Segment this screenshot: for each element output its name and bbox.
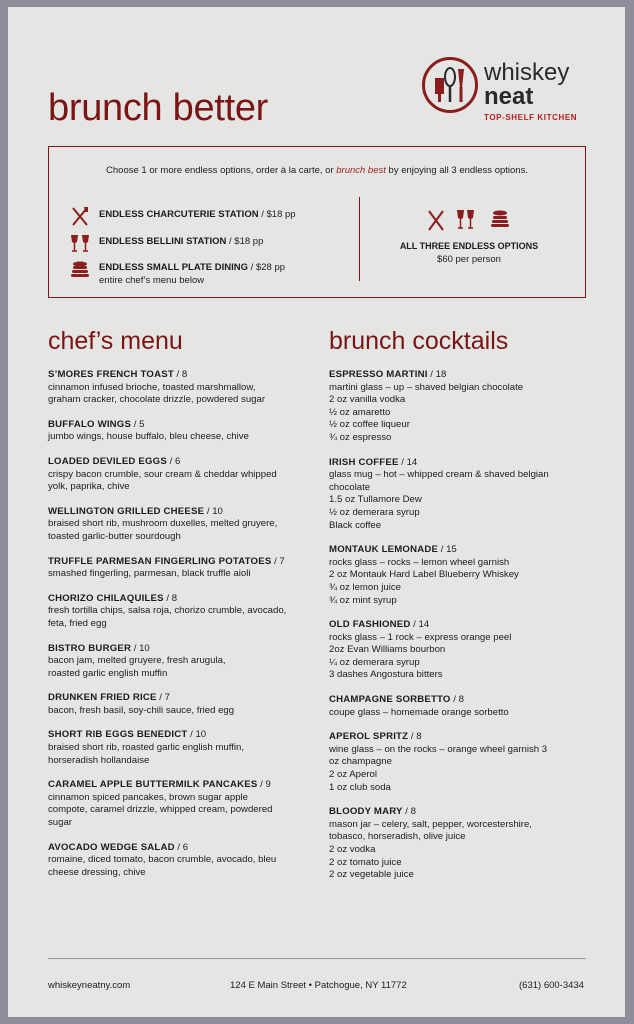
item-description: ½ oz coffee liqueur bbox=[329, 419, 410, 431]
menu-item: AVOCADO WEDGE SALAD / 6 romaine, diced tomato, bacon crumble, avocado, bleu cheese dressing, chive bbox=[48, 842, 313, 880]
logo-emblem bbox=[422, 57, 478, 113]
item-description: smashed fingerling, parmesan, black truffle aioli bbox=[48, 568, 251, 580]
item-description: braised short rib, mushroom duxelles, melted gruyere, bbox=[48, 518, 278, 530]
item-price: 6 bbox=[174, 455, 181, 467]
menu-item: LOADED DEVILED EGGS / 6 crispy bacon crumble, sour cream & cheddar whipped yolk, paprika, chive bbox=[48, 456, 313, 494]
item-price: 18 bbox=[435, 369, 447, 380]
item-name: WELLINGTON GRILLED CHEESE bbox=[48, 505, 205, 517]
endless-option-bellini: ENDLESS BELLINI STATION / $18 pp bbox=[99, 235, 263, 248]
endless-option-small-plates: ENDLESS SMALL PLATE DINING / $28 pp entire chef’s menu below bbox=[99, 261, 285, 287]
item-price: 8 bbox=[171, 592, 178, 604]
all-three-price: $60 per person bbox=[437, 254, 501, 265]
item-name: CARAMEL APPLE BUTTERMILK PANCAKES bbox=[48, 779, 258, 791]
item-description: 2 oz vodka bbox=[329, 844, 376, 855]
pancakes-icon bbox=[491, 211, 509, 228]
item-name: BLOODY MARY bbox=[329, 806, 403, 818]
option-name: ENDLESS BELLINI STATION bbox=[99, 236, 227, 247]
chefs-menu-list bbox=[48, 369, 313, 891]
intro-prefix: Choose 1 or more endless options, order à la carte, or bbox=[106, 165, 337, 176]
menu-item: SHORT RIB EGGS BENEDICT / 10 braised short rib, roasted garlic english muffin, horseradish hollandaise bbox=[48, 729, 313, 767]
item-price: 14 bbox=[406, 456, 418, 468]
item-description: 2 oz Montauk Hard Label Blueberry Whiskey bbox=[329, 569, 519, 581]
item-price: 9 bbox=[265, 779, 271, 791]
item-description: bacon jam, melted gruyere, fresh arugula, bbox=[48, 655, 226, 667]
item-price: 10 bbox=[195, 729, 207, 741]
item-name: ESPRESSO MARTINI bbox=[329, 369, 428, 380]
item-description: fresh tortilla chips, salsa roja, chorizo crumble, avocado, bbox=[48, 605, 287, 617]
intro-suffix: by enjoying all 3 endless options. bbox=[385, 165, 528, 176]
menu-item: S’MORES FRENCH TOAST / 8 cinnamon infused brioche, toasted marshmallow, graham cracker, chocolate drizzle, powdered sugar bbox=[48, 369, 313, 407]
item-price: 8 bbox=[410, 806, 416, 818]
knife-fork-icon bbox=[69, 205, 91, 227]
item-description: 2 oz vegetable juice bbox=[329, 869, 414, 881]
utensils-icon bbox=[431, 66, 469, 104]
item-name: TRUFFLE PARMESAN FINGERLING POTATOES bbox=[48, 555, 272, 567]
page-title: brunch better bbox=[48, 87, 269, 129]
item-description: 1 oz club soda bbox=[329, 781, 391, 793]
option-name: ENDLESS CHARCUTERIE STATION bbox=[99, 209, 259, 220]
footer-phone: (631) 600-3434 bbox=[519, 980, 584, 991]
item-description: chocolate bbox=[329, 481, 371, 493]
item-price: 7 bbox=[279, 555, 285, 567]
item-name: S’MORES FRENCH TOAST bbox=[48, 369, 174, 380]
champagne-glasses-icon bbox=[457, 210, 474, 228]
all-three-title: ALL THREE ENDLESS OPTIONS bbox=[399, 241, 539, 251]
item-description: wine glass – on the rocks – orange wheel garnish 3 bbox=[329, 743, 548, 755]
item-description: braised short rib, roasted garlic english muffin, bbox=[48, 742, 245, 754]
item-name: CHORIZO CHILAQUILES bbox=[48, 592, 164, 604]
item-description: 2 oz tomato juice bbox=[329, 856, 402, 868]
champagne-glasses-icon bbox=[69, 232, 91, 254]
menu-item: CHORIZO CHILAQUILES / 8 fresh tortilla chips, salsa roja, chorizo crumble, avocado, feta, fried egg bbox=[48, 593, 313, 631]
item-name: SHORT RIB EGGS BENEDICT bbox=[48, 729, 188, 741]
item-description: bacon, fresh basil, soy-chili sauce, fried egg bbox=[48, 704, 235, 716]
logo-line1: whiskey bbox=[484, 59, 570, 86]
menu-item: ESPRESSO MARTINI / 18 martini glass – up – shaved belgian chocolate 2 oz vanilla vodka ½ oz amaretto ½ oz coffee liqueur ¾ oz espresso bbox=[329, 369, 594, 445]
item-description: toasted garlic-butter sourdough bbox=[48, 530, 181, 542]
all-three-icons bbox=[427, 207, 517, 233]
logo bbox=[422, 57, 607, 127]
item-name: OLD FASHIONED bbox=[329, 619, 411, 631]
menu-item: BISTRO BURGER / 10 bacon jam, melted gruyere, fresh arugula, roasted garlic english muffin bbox=[48, 643, 313, 681]
menu-item: CHAMPAGNE SORBETTO / 8 coupe glass – homemade orange sorbetto bbox=[329, 694, 594, 719]
item-description: rocks glass – 1 rock – express orange peel bbox=[329, 631, 512, 643]
logo-line2: neat bbox=[484, 83, 534, 110]
item-description: oz champagne bbox=[329, 756, 392, 768]
item-description: mason jar – celery, salt, pepper, worcestershire, bbox=[329, 818, 532, 830]
endless-option-charcuterie: ENDLESS CHARCUTERIE STATION / $18 pp bbox=[99, 208, 296, 221]
item-description: cinnamon spiced pancakes, brown sugar apple bbox=[48, 791, 248, 803]
option-price: $18 pp bbox=[234, 236, 264, 247]
footer-rule bbox=[48, 958, 586, 959]
menu-item: BLOODY MARY / 8 mason jar – celery, salt, pepper, worcestershire, tobasco, horseradish, olive juice 2 oz vodka 2 oz tomato juice 2 oz vegetable juice bbox=[329, 806, 594, 882]
option-price: $28 pp bbox=[255, 262, 286, 273]
item-description: rocks glass – rocks – lemon wheel garnish bbox=[329, 556, 510, 568]
divider bbox=[359, 197, 360, 281]
cocktails-heading: brunch cocktails bbox=[329, 327, 509, 355]
item-price: 8 bbox=[181, 369, 188, 380]
footer-address: 124 E Main Street • Patchogue, NY 11772 bbox=[230, 980, 407, 991]
item-price: 7 bbox=[164, 692, 170, 704]
item-price: 8 bbox=[416, 731, 422, 743]
item-description: roasted garlic english muffin bbox=[48, 667, 168, 679]
item-description: jumbo wings, house buffalo, bleu cheese, chive bbox=[48, 431, 249, 443]
item-name: IRISH COFFEE bbox=[329, 456, 399, 468]
item-name: BUFFALO WINGS bbox=[48, 418, 132, 430]
item-name: CHAMPAGNE SORBETTO bbox=[329, 694, 451, 706]
item-description: romaine, diced tomato, bacon crumble, avocado, bleu bbox=[48, 854, 277, 866]
item-description: horseradish hollandaise bbox=[48, 754, 150, 766]
item-name: DRUNKEN FRIED RICE bbox=[48, 692, 157, 704]
item-description: ¾ oz lemon juice bbox=[329, 581, 401, 593]
item-price: 15 bbox=[446, 544, 457, 556]
item-description: graham cracker, chocolate drizzle, powdered sugar bbox=[48, 394, 266, 406]
menu-item: MONTAUK LEMONADE / 15 rocks glass – rocks – lemon wheel garnish 2 oz Montauk Hard Label Blueberry Whiskey ¾ oz lemon juice ¾ oz mint syrup bbox=[329, 544, 594, 607]
item-description: cheese dressing, chive bbox=[48, 866, 146, 878]
menu-item: TRUFFLE PARMESAN FINGERLING POTATOES / 7 smashed fingerling, parmesan, black truffle aioli bbox=[48, 556, 313, 581]
menu-item: DRUNKEN FRIED RICE / 7 bacon, fresh basil, soy-chili sauce, fried egg bbox=[48, 692, 313, 717]
item-name: LOADED DEVILED EGGS bbox=[48, 455, 167, 467]
logo-tagline: TOP-SHELF KITCHEN bbox=[484, 113, 578, 122]
item-name: BISTRO BURGER bbox=[48, 642, 132, 654]
item-description: yolk, paprika, chive bbox=[48, 481, 130, 493]
item-name: APEROL SPRITZ bbox=[329, 731, 409, 743]
knife-fork-icon bbox=[429, 211, 443, 230]
item-description: crispy bacon crumble, sour cream & cheddar whipped bbox=[48, 468, 277, 480]
item-description: 1.5 oz Tullamore Dew bbox=[329, 494, 422, 506]
menu-page bbox=[8, 7, 625, 1017]
item-description: compote, caramel drizzle, whipped cream, powdered bbox=[48, 804, 273, 816]
option-note: entire chef’s menu below bbox=[99, 275, 205, 286]
option-price: $18 pp bbox=[266, 209, 296, 220]
endless-intro bbox=[49, 165, 585, 176]
item-description: 2 oz Aperol bbox=[329, 769, 378, 781]
item-description: tobasco, horseradish, olive juice bbox=[329, 831, 466, 843]
item-price: 10 bbox=[139, 642, 150, 654]
item-description: glass mug – hot – whipped cream & shaved belgian bbox=[329, 469, 549, 481]
item-description: ¼ oz demerara syrup bbox=[329, 656, 420, 668]
item-price: 6 bbox=[182, 841, 189, 853]
item-description: feta, fried egg bbox=[48, 617, 107, 629]
item-description: martini glass – up – shaved belgian chocolate bbox=[329, 381, 524, 393]
item-description: ½ oz demerara syrup bbox=[329, 506, 420, 518]
item-price: 10 bbox=[212, 505, 223, 517]
item-price: 8 bbox=[458, 694, 464, 706]
option-name: ENDLESS SMALL PLATE DINING bbox=[99, 262, 249, 273]
item-description: 3 dashes Angostura bitters bbox=[329, 669, 443, 681]
item-price: 5 bbox=[139, 418, 145, 430]
item-description: 2oz Evan Williams bourbon bbox=[329, 644, 446, 656]
item-description: 2 oz vanilla vodka bbox=[329, 394, 406, 406]
item-description: ¾ oz mint syrup bbox=[329, 594, 397, 606]
menu-item: OLD FASHIONED / 14 rocks glass – 1 rock – express orange peel 2oz Evan Williams bourbon ¼ oz demerara syrup 3 dashes Angostura bitters bbox=[329, 619, 594, 682]
item-price: 14 bbox=[418, 619, 430, 631]
item-name: AVOCADO WEDGE SALAD bbox=[48, 841, 175, 853]
endless-options-box bbox=[48, 146, 586, 298]
item-description: ¾ oz espresso bbox=[329, 431, 392, 443]
item-description: coupe glass – homemade orange sorbetto bbox=[329, 706, 509, 718]
menu-item: IRISH COFFEE / 14 glass mug – hot – whipped cream & shaved belgian chocolate 1.5 oz Tullamore Dew ½ oz demerara syrup Black coffee bbox=[329, 457, 594, 533]
menu-item: BUFFALO WINGS / 5 jumbo wings, house buffalo, bleu cheese, chive bbox=[48, 419, 313, 444]
footer-website: whiskeyneatny.com bbox=[48, 980, 131, 991]
item-name: MONTAUK LEMONADE bbox=[329, 544, 439, 556]
item-description: sugar bbox=[48, 817, 72, 829]
menu-item: APEROL SPRITZ / 8 wine glass – on the rocks – orange wheel garnish 3 oz champagne 2 oz Aperol 1 oz club soda bbox=[329, 731, 594, 794]
cocktails-list bbox=[329, 369, 594, 894]
item-description: cinnamon infused brioche, toasted marshmallow, bbox=[48, 381, 256, 393]
item-description: Black coffee bbox=[329, 519, 382, 531]
menu-item: WELLINGTON GRILLED CHEESE / 10 braised short rib, mushroom duxelles, melted gruyere, toasted garlic-butter sourdough bbox=[48, 506, 313, 544]
item-description: ½ oz amaretto bbox=[329, 406, 391, 418]
intro-highlight: brunch best bbox=[336, 165, 386, 176]
pancakes-icon bbox=[69, 258, 91, 280]
chefs-menu-heading: chef’s menu bbox=[48, 327, 183, 355]
menu-item: CARAMEL APPLE BUTTERMILK PANCAKES / 9 cinnamon spiced pancakes, brown sugar apple compote, caramel drizzle, whipped cream, powdered sugar bbox=[48, 779, 313, 829]
